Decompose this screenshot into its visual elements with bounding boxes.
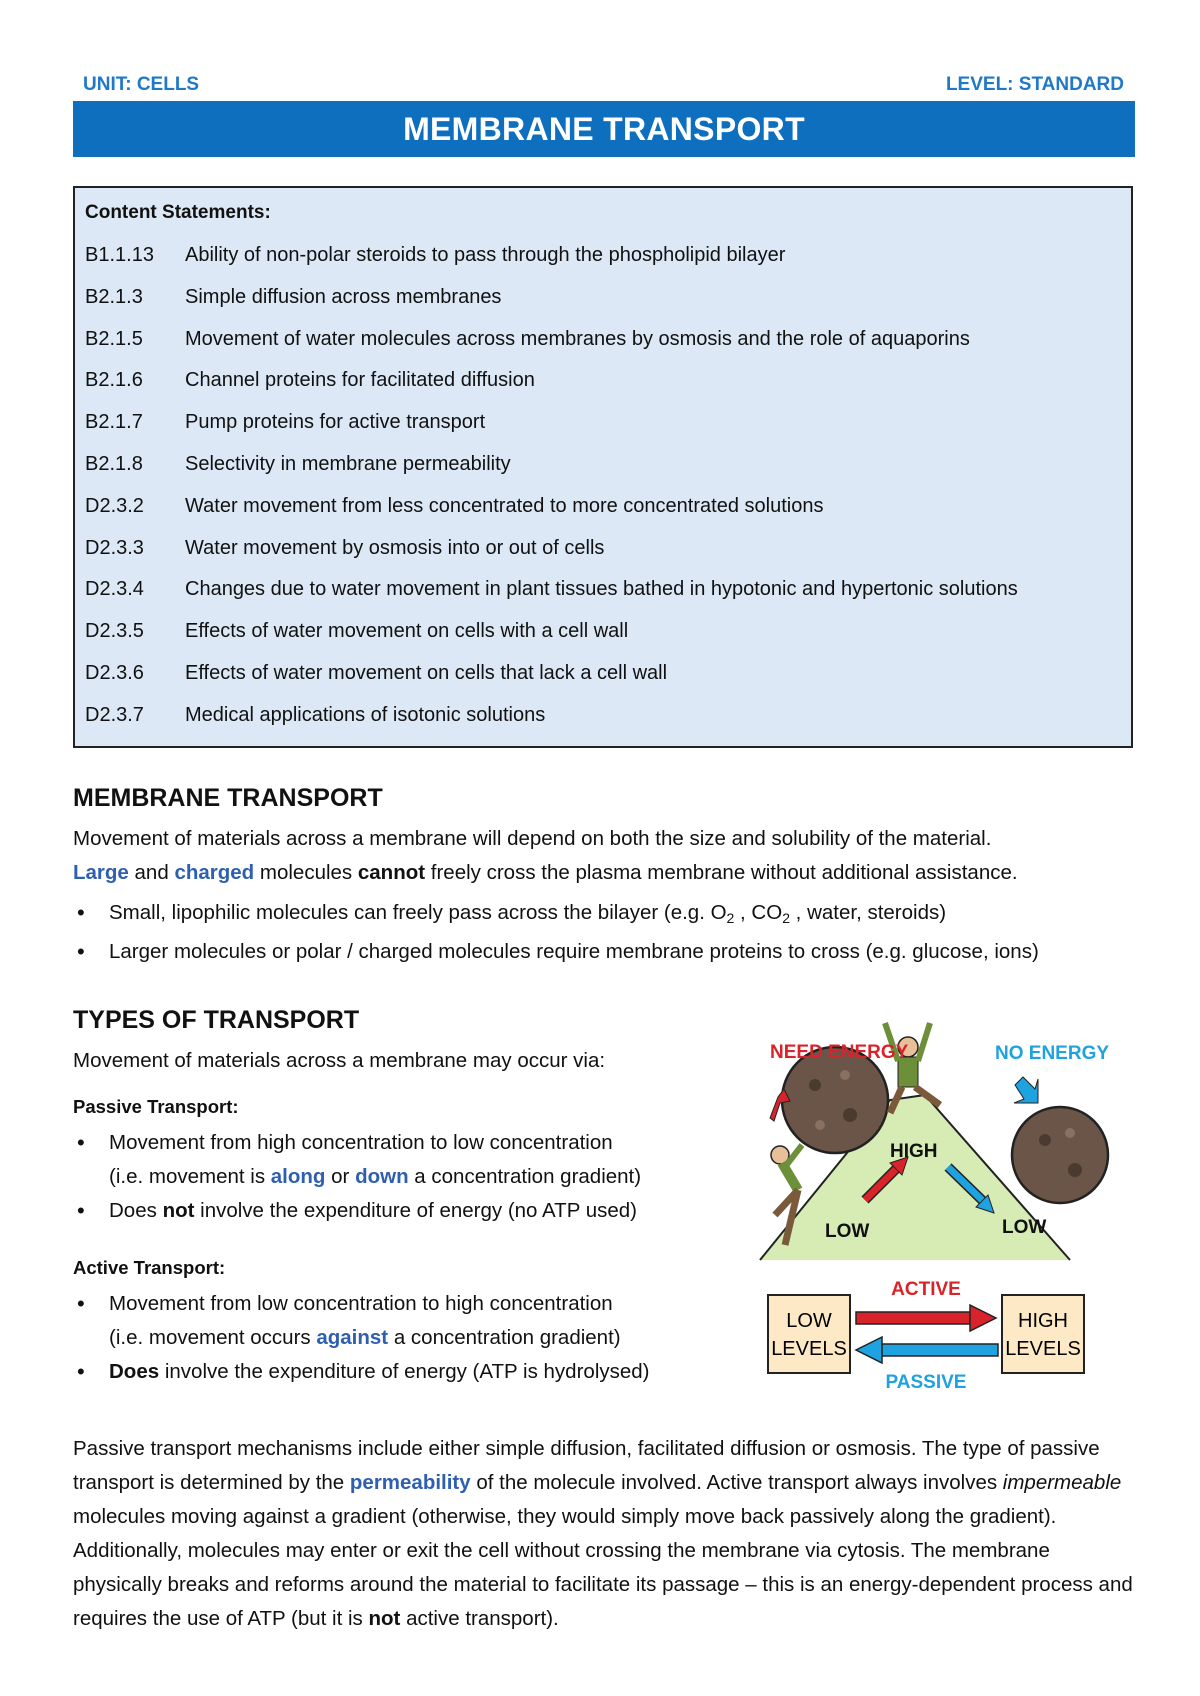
content-statements-heading: Content Statements: xyxy=(85,202,271,223)
level-label: LEVEL: STANDARD xyxy=(945,74,1124,95)
statement-text: Selectivity in membrane permeability xyxy=(185,453,511,475)
high-levels-box xyxy=(1002,1295,1084,1373)
passive-bullets xyxy=(73,1126,641,1228)
active-bullets xyxy=(73,1287,650,1389)
statement-text: Pump proteins for active transport xyxy=(185,411,486,434)
list-item xyxy=(73,1355,650,1389)
subscript: 2 xyxy=(782,910,790,926)
list-item-cont xyxy=(73,1321,650,1355)
no-energy-label: NO ENERGY xyxy=(995,1043,1110,1064)
text: active transport). xyxy=(400,1607,559,1630)
passive-label: PASSIVE xyxy=(885,1372,967,1393)
low-left-label: LOW xyxy=(825,1221,870,1242)
statement-text: Channel proteins for facilitated diffusion xyxy=(185,369,535,392)
text: , water, steroids) xyxy=(789,901,947,924)
statement-code: B2.1.7 xyxy=(85,411,143,434)
content-statement-row xyxy=(85,662,667,685)
statement-code: B2.1.3 xyxy=(85,285,143,308)
low-right-label: LOW xyxy=(1002,1217,1047,1238)
list-item xyxy=(73,896,1039,935)
keyword-permeability: permeability xyxy=(349,1471,471,1494)
text: (i.e. movement occurs xyxy=(109,1326,317,1349)
statement-code: D2.3.4 xyxy=(85,578,144,601)
active-arrow-icon xyxy=(856,1305,996,1331)
content-statement-row xyxy=(85,495,823,518)
passive-heading: Passive Transport: xyxy=(73,1096,239,1117)
statement-text: Movement of water molecules across membranes by osmosis and the role of aquaporins xyxy=(185,327,970,350)
keyword-does: Does xyxy=(109,1360,160,1383)
content-statement-row xyxy=(85,620,628,643)
active-heading: Active Transport: xyxy=(73,1257,226,1278)
statement-text: Ability of non-polar steroids to pass through the phospholipid bilayer xyxy=(185,244,786,266)
boulder-texture xyxy=(1068,1163,1082,1177)
page-title: MEMBRANE TRANSPORT xyxy=(73,101,1135,157)
list-item: • Larger molecules or polar / charged molecules require membrane proteins to cross (e.g. glucose, ions) xyxy=(73,935,1039,969)
content-statement-row xyxy=(85,286,501,309)
need-energy-label: NEED ENERGY xyxy=(770,1042,909,1063)
statement-code: D2.3.3 xyxy=(85,536,144,559)
membrane-line-1: Movement of materials across a membrane will depend on both the size and solubility of the material. xyxy=(73,827,992,850)
text: , CO xyxy=(734,901,783,924)
statement-code: B1.1.13 xyxy=(85,244,154,266)
content-statement-row xyxy=(85,537,604,560)
membrane-line-2 xyxy=(73,856,1018,890)
content-statement-row xyxy=(85,369,535,392)
statement-code: D2.3.6 xyxy=(85,662,144,684)
text: molecules moving against a gradient (otherwise, they would simply move back passively along the gradient). Additionally, molecules may enter or exit the cell without crossing the membrane via cytosis. The membrane physically breaks and reforms around the material to facilitate its passage – this is an energy-dependent process and requires the use of ATP (but it is xyxy=(73,1505,1133,1630)
keyword-charged: charged xyxy=(174,861,255,884)
down-arrow-small-icon xyxy=(1014,1077,1038,1103)
keyword-along: along xyxy=(270,1165,326,1188)
text: a concentration gradient) xyxy=(388,1326,621,1349)
subscript: 2 xyxy=(726,910,735,926)
statement-text: Changes due to water movement in plant tissues bathed in hypotonic and hypertonic solutions xyxy=(185,578,1018,601)
boulder-texture xyxy=(843,1108,857,1122)
statement-text: Water movement by osmosis into or out of cells xyxy=(185,536,605,559)
text: (i.e. movement is xyxy=(109,1165,271,1188)
boulder-texture xyxy=(1039,1134,1051,1146)
keyword-not: not xyxy=(368,1607,401,1630)
types-intro: Movement of materials across a membrane may occur via: xyxy=(73,1049,606,1072)
keyword-large: Large xyxy=(73,861,129,884)
text: a concentration gradient) xyxy=(408,1165,642,1188)
text: of the molecule involved. Active transport always involves xyxy=(470,1471,1003,1494)
membrane-bullets xyxy=(73,896,1039,969)
active-label: ACTIVE xyxy=(891,1279,961,1300)
high-levels-text-2: LEVELS xyxy=(1005,1338,1081,1360)
text: involve the expenditure of energy (ATP is hydrolysed) xyxy=(159,1360,650,1383)
statement-code: B2.1.5 xyxy=(85,327,143,350)
text: or xyxy=(325,1165,356,1188)
statement-text: Water movement from less concentrated to more concentrated solutions xyxy=(185,494,824,517)
keyword-not: not xyxy=(162,1199,195,1222)
types-heading: TYPES OF TRANSPORT xyxy=(73,1006,360,1034)
boulder-right-icon xyxy=(1012,1107,1108,1203)
statement-code: D2.3.2 xyxy=(85,494,144,517)
content-statement-row xyxy=(85,704,545,727)
content-statement-row xyxy=(85,411,485,434)
keyword-cannot: cannot xyxy=(357,861,426,884)
keyword-down: down xyxy=(355,1165,409,1188)
boulder-texture xyxy=(809,1079,821,1091)
statement-code: B2.1.6 xyxy=(85,369,143,392)
passive-arrow-icon xyxy=(856,1337,998,1363)
boulder-texture xyxy=(840,1070,850,1080)
transport-hill-diagram xyxy=(740,1005,1140,1395)
closing-paragraph xyxy=(73,1432,1143,1636)
text: involve the expenditure of energy (no ATP used) xyxy=(194,1199,637,1222)
membrane-transport-heading: MEMBRANE TRANSPORT xyxy=(73,784,383,812)
list-item: • Movement from high concentration to low concentration xyxy=(73,1126,641,1160)
statement-code: D2.3.5 xyxy=(85,620,144,643)
high-label: HIGH xyxy=(890,1141,938,1162)
keyword-against: against xyxy=(316,1326,389,1349)
text: freely cross the plasma membrane without additional assistance. xyxy=(425,861,1018,884)
text: Passive transport mechanisms include either simple diffusion, facilitated diffusion or osmosis. The type of passive transport is determined by the xyxy=(73,1437,1100,1494)
boulder-texture xyxy=(1065,1128,1075,1138)
content-statements-box xyxy=(73,186,1133,748)
statement-code: D2.3.7 xyxy=(85,703,144,726)
low-levels-text-1: LOW xyxy=(786,1310,832,1332)
list-item: • Movement from low concentration to high concentration xyxy=(73,1287,650,1321)
list-item-cont xyxy=(73,1160,641,1194)
unit-label: UNIT: CELLS xyxy=(83,74,200,95)
boulder-texture xyxy=(815,1120,825,1130)
statement-text: Simple diffusion across membranes xyxy=(185,285,502,308)
content-statement-row xyxy=(85,328,970,351)
content-statement-row xyxy=(85,453,511,476)
statement-text: Effects of water movement on cells with a cell wall xyxy=(185,620,629,643)
text: Small, lipophilic molecules can freely pass across the bilayer (e.g. O xyxy=(109,901,727,924)
keyword-impermeable: impermeable xyxy=(1002,1471,1122,1494)
content-statement-row xyxy=(85,244,785,267)
statement-text: Effects of water movement on cells that lack a cell wall xyxy=(185,662,668,684)
text: and xyxy=(128,861,175,884)
statement-text: Medical applications of isotonic solutions xyxy=(185,703,546,726)
low-levels-box xyxy=(768,1295,850,1373)
text: molecules xyxy=(254,861,358,884)
content-statement-row xyxy=(85,578,1018,601)
low-levels-text-2: LEVELS xyxy=(771,1338,847,1360)
statement-code: B2.1.8 xyxy=(85,453,143,475)
list-item xyxy=(73,1194,641,1228)
text: Does xyxy=(109,1199,163,1222)
high-levels-text-1: HIGH xyxy=(1018,1310,1068,1332)
